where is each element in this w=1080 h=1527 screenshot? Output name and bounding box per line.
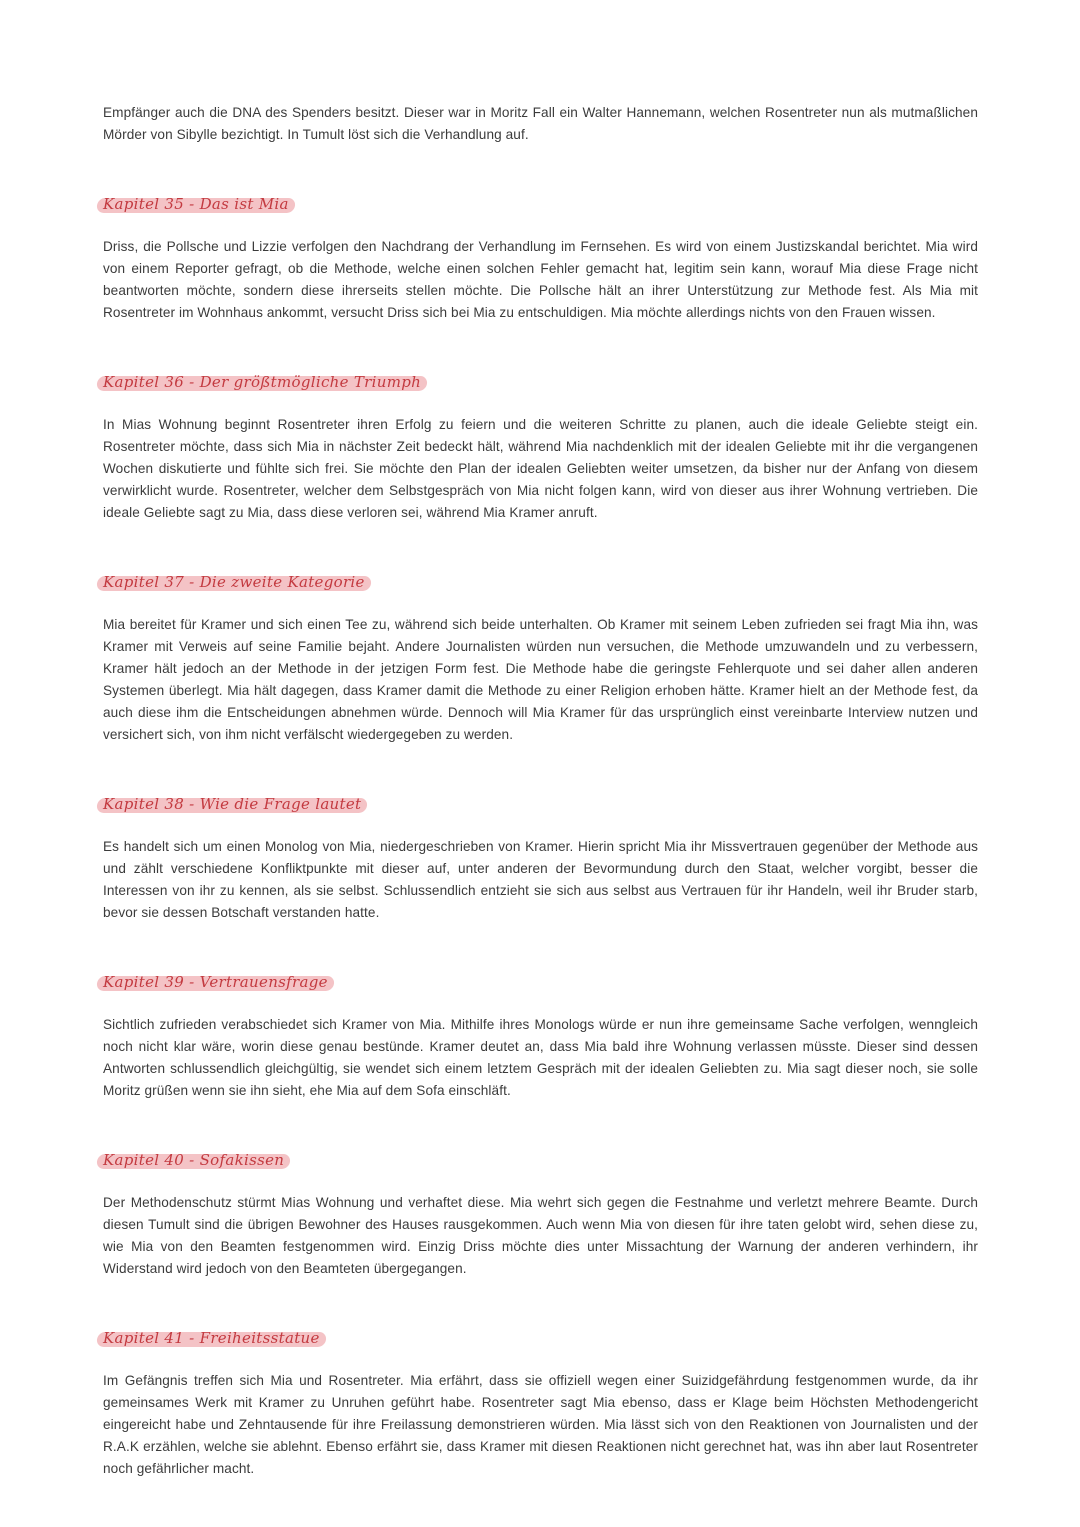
chapter-title: Kapitel 36 - Der größtmögliche Triumph [103,373,422,391]
chapter-heading [103,968,328,996]
chapter-heading [103,368,421,396]
chapter-text: Der Methodenschutz stürmt Mias Wohnung und verhaftet diese. Mia wehrt sich gegen die Festnahme und verletzt mehrere Beamte. Durch diesen Tumult sind die übrigen Bewohner des Hauses rausgekommen. Auch wenn Mia von diesen für ihre taten gelobt wird, sehen diese zu, wie Mia von den Beamten festgenommen wird. Einzig Driss möchte dies unter Missachtung der Warnung der anderen verhindern, ihr Widerstand wird jedoch von den Beamteten übergegangen. [103,1195,978,1276]
document-page [103,102,978,1480]
chapter-heading [103,190,289,218]
chapter-35 [103,190,978,324]
chapter-text: Mia bereitet für Kramer und sich einen Tee zu, während sich beide unterhalten. Ob Kramer mit seinem Leben zufrieden sei fragt Mia ihn, was Kramer mit Verweis auf seine Familie bejaht. Andere Journalisten würden nun versuchen, die Methode umzuwandeln und zu verbessern, Kramer hält jedoch an der Methode in der jetzigen Form fest. Die Methode habe die geringste Fehlerquote und sei daher allen anderen Systemen überlegt. Mia hält dagegen, dass Kramer damit die Methode zu einer Religion erhoben hätte. Kramer hielt an der Methode fest, da auch diese ihm die Entscheidungen abnehmen würde. Dennoch will Mia Kramer für das ursprünglich einst vereinbarte Interview nutzen und versichert sich, von ihm nicht verfälscht wiedergegeben zu werden. [103,617,978,742]
chapter-title: Kapitel 35 - Das ist Mia [103,195,289,213]
chapter-heading [103,1324,320,1352]
chapter-heading [103,568,365,596]
chapter-text: Im Gefängnis treffen sich Mia und Rosentreter. Mia erfährt, dass sie offiziell wegen einer Suizidgefährdung festgenommen wurde, da ihr gemeinsames Werk mit Kramer zu Unruhen geführt habe. Rosentreter sagt Mia ebenso, dass er Klage beim Höchsten Methodengericht eingereicht habe und Zehntausende für ihre Freilassung demonstrieren würden. Mia lässt sich von den Reaktionen von Journalisten und der R.A.K erzählen, welche sie ablehnt. Ebenso erfährt sie, dass Kramer mit diesen Reaktionen nicht gerechnet hat, was ihn aber laut Rosentreter noch gefährlicher macht. [103,1373,978,1476]
chapter-title: Kapitel 39 - Vertrauensfrage [103,973,328,991]
chapter-37 [103,568,978,746]
chapter-heading [103,790,361,818]
intro-paragraph: Empfänger auch die DNA des Spenders besitzt. Dieser war in Moritz Fall ein Walter Hannemann, welchen Rosentreter nun als mutmaßlichen Mörder von Sibylle bezichtigt. In Tumult löst sich die Verhandlung auf. [103,105,978,142]
chapter-41 [103,1324,978,1480]
chapter-title: Kapitel 40 - Sofakissen [103,1151,285,1169]
chapter-title: Kapitel 38 - Wie die Frage lautet [103,795,362,813]
chapter-text: Sichtlich zufrieden verabschiedet sich Kramer von Mia. Mithilfe ihres Monologs würde er nun ihre gemeinsame Sache verfolgen, wenngleich noch nicht klar wäre, worin diese genau bestünde. Kramer deutet an, dass Mia bald ihre Wohnung verlassen müsste. Dieser sind dessen Antworten schlussendlich gleichgültig, sie wendet sich einem letztem Gespräch mit der idealen Geliebten zu. Mia sagt dieser noch, sie solle Moritz grüßen wenn sie ihn sieht, ehe Mia auf dem Sofa einschläft. [103,1017,978,1098]
chapter-36 [103,368,978,524]
chapter-text: In Mias Wohnung beginnt Rosentreter ihren Erfolg zu feiern und die weiteren Schritte zu planen, auch die ideale Geliebte steigt ein. Rosentreter möchte, dass sich Mia in nächster Zeit bedeckt hält, während Mia nachdenklich mit der idealen Geliebte mit ihr die vergangenen Wochen diskutierte und fühlte sich frei. Sie möchte den Plan der idealen Geliebten weiter umsetzen, da bisher nur der Anfang von diesem verwirklicht wurde. Rosentreter, welcher dem Selbstgespräch von Mia nicht folgen kann, wird von dieser aus ihrer Wohnung vertrieben. Die ideale Geliebte sagt zu Mia, dass diese verloren sei, während Mia Kramer anruft. [103,417,978,520]
chapter-40 [103,1146,978,1280]
chapter-title: Kapitel 41 - Freiheitsstatue [103,1329,320,1347]
chapter-title: Kapitel 37 - Die zweite Kategorie [103,573,365,591]
chapter-38 [103,790,978,924]
chapter-39 [103,968,978,1102]
chapter-text: Es handelt sich um einen Monolog von Mia, niedergeschrieben von Kramer. Hierin spricht Mia ihr Missvertrauen gegenüber der Methode aus und zählt verschiedene Konfliktpunkte mit dieser auf, unter anderen der Bevormundung durch den Staat, welcher vorgibt, besser die Interessen von ihr zu kennen, als sie selbst. Schlussendlich entzieht sie sich aus selbst aus Vertrauen für ihr Handeln, weil ihr Bruder starb, bevor sie dessen Botschaft verstanden hatte. [103,839,978,920]
chapter-heading [103,1146,284,1174]
chapter-text: Driss, die Pollsche und Lizzie verfolgen den Nachdrang der Verhandlung im Fernsehen. Es wird von einem Justizskandal berichtet. Mia wird von einem Reporter gefragt, ob die Methode, welche einen solchen Fehler gemacht hat, legitim sein kann, worauf Mia diese Frage nicht beantworten möchte, sondern diese ihrerseits stellen möchte. Die Pollsche hält an ihrer Unterstützung zur Methode fest. Als Mia mit Rosentreter im Wohnhaus ankommt, versucht Driss sich bei Mia zu entschuldigen. Mia möchte allerdings nichts von den Frauen wissen. [103,239,978,320]
